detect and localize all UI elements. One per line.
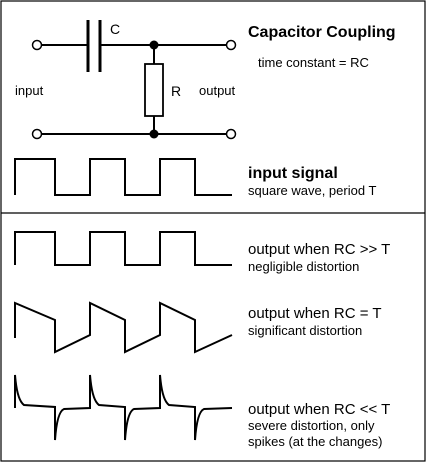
output-top-terminal-icon [227,41,236,50]
input-signal-note: square wave, period T [248,183,377,198]
resistor-icon [145,64,163,116]
output-case-2-note: significant distortion [248,323,363,338]
diagram-title: Capacitor Coupling [248,24,396,41]
output-wave-rc-much-greater [15,232,232,265]
output-bottom-terminal-icon [227,130,236,139]
junction-dot-icon [150,41,159,50]
output-wave-rc-much-less [15,375,232,440]
input-signal-heading: input signal [248,165,338,182]
output-label: output [199,83,236,98]
input-top-terminal-icon [33,41,42,50]
circuit-schematic [42,20,226,134]
input-label: input [15,83,44,98]
output-case-3-note-line1: severe distortion, only [248,418,375,433]
output-case-1-title: output when RC >> T [248,241,391,258]
output-case-3-title: output when RC << T [248,401,391,418]
output-case-1-note: negligible distortion [248,259,360,274]
output-case-3-note-line2: spikes (at the changes) [248,434,383,449]
output-wave-rc-equal [15,303,232,352]
input-bottom-terminal-icon [33,130,42,139]
resistor-label: R [171,83,182,99]
input-square-wave [15,159,232,195]
capacitor-label: C [110,21,121,37]
output-case-2-title: output when RC = T [248,305,382,322]
junction-dot-icon [150,130,159,139]
capacitor-icon [88,20,100,72]
outer-frame [1,1,425,461]
time-constant-note: time constant = RC [258,55,369,70]
